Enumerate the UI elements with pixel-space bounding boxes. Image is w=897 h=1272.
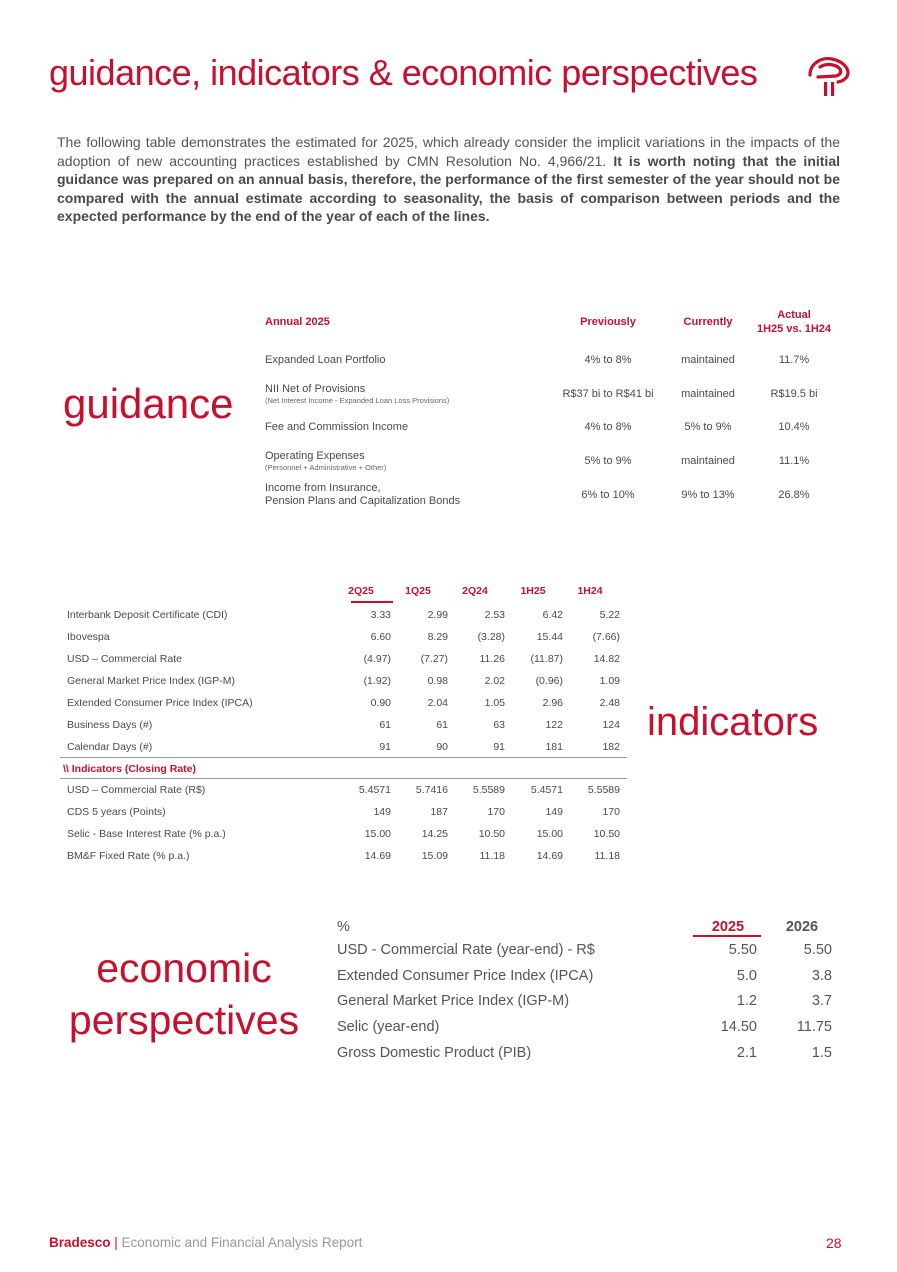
guidance-row-currently: 5% to 9% [684,421,732,433]
econ-row-value: 2.1 [736,1044,757,1061]
indicators-row-value: 170 [602,806,620,818]
indicators-row-value: 63 [493,719,505,731]
econ-row-value: 3.7 [811,993,832,1010]
guidance-row-label: Operating Expenses [265,450,365,462]
indicators-row-value: 0.98 [427,675,448,687]
guidance-row-actual: 10.4% [778,421,810,433]
indicators-row-value: 14.69 [536,850,563,862]
guidance-row [265,417,845,437]
econ-row [337,1040,837,1066]
guidance-row-previously: 4% to 8% [584,354,632,366]
indicators-row-value: 2.04 [427,697,448,709]
indicators-row-label: Calendar Days (#) [67,741,153,753]
guidance-row-actual: R$19.5 bi [770,388,818,400]
guidance-row-currently: maintained [681,455,735,467]
indicators-row [60,692,627,714]
indicators-row-value: (3.28) [477,631,505,643]
section-title-econ-line2: perspectives [68,997,300,1043]
guidance-row-currently: maintained [681,388,735,400]
indicators-row-value: 170 [487,806,505,818]
indicators-row [60,604,627,626]
indicators-row-value: 10.50 [593,828,620,840]
indicators-row-value: 149 [545,806,563,818]
indicators-row-value: 5.5589 [587,784,620,796]
indicators-row-value: 187 [430,806,448,818]
indicators-row-value: 5.22 [599,609,620,621]
econ-row [337,1014,837,1040]
guidance-row [265,481,845,509]
econ-row [337,937,837,963]
section-title-indicators: indicators [647,700,819,744]
indicators-row-label: BM&F Fixed Rate (% p.a.) [67,850,190,862]
indicators-row-value: (1.92) [363,675,391,687]
guidance-row-actual: 11.1% [778,455,810,467]
footer-separator: | [110,1235,122,1250]
indicators-row-value: 5.4571 [530,784,563,796]
indicators-row-value: 124 [602,719,620,731]
indicators-row-value: 5.5589 [472,784,505,796]
indicators-section-title-label: \\ Indicators (Closing Rate) [63,762,197,775]
guidance-row-label-block [265,383,545,405]
guidance-header-actual-line1: Actual [777,309,811,321]
indicators-row [60,823,627,845]
indicators-row [60,714,627,736]
indicators-row [60,779,627,801]
guidance-row [265,448,845,474]
indicators-row-value: 3.33 [370,609,391,621]
indicators-row-value: (4.97) [363,653,391,665]
econ-row-value: 14.50 [720,1019,757,1036]
indicators-row-label: Selic - Base Interest Rate (% p.a.) [67,828,226,840]
guidance-row-currently: 9% to 13% [681,489,735,501]
indicators-row-value: 15.00 [364,828,391,840]
indicators-row-label: USD – Commercial Rate (R$) [67,784,206,796]
footer [49,1235,362,1250]
indicators-row-value: 181 [545,741,563,753]
intro-bold-text: It is worth noting that the initial guidance was prepared on an annual basis, therefore, the performance of the first semester of the year should not be compared with the annual estimate according to seasonality, the basis of comparison between periods and the expected performance by the end of the year of each of the lines. [57,152,840,225]
indicators-row-value: 11.18 [594,850,620,862]
indicators-row-value: 5.4571 [358,784,391,796]
page-title: guidance, indicators & economic perspectives [49,52,758,93]
guidance-row-previously: R$37 bi to R$41 bi [562,388,654,400]
econ-row-label: Gross Domestic Product (PIB) [337,1044,532,1061]
section-title-economic-perspectives [58,942,310,1046]
footer-report-name: Economic and Financial Analysis Report [121,1235,363,1250]
guidance-row-previously: 5% to 9% [584,455,632,467]
guidance-row [265,381,845,407]
indicators-row [60,736,627,758]
guidance-row-actual: 11.7% [778,354,810,366]
indicators-row-value: 6.60 [370,631,391,643]
guidance-row-sublabel: (Net Interest Income - Expanded Loan Loss Provisions) [265,396,450,405]
bradesco-logo-icon [804,55,852,99]
indicators-row-value: 1.05 [484,697,505,709]
guidance-header-row [265,304,845,340]
econ-row-label: Extended Consumer Price Index (IPCA) [337,967,594,984]
indicators-row-value: 61 [379,719,391,731]
econ-header-2026: 2026 [785,919,819,935]
econ-row-value: 3.8 [811,967,832,984]
econ-row-value: 1.5 [811,1044,832,1061]
indicators-row [60,626,627,648]
intro-normal-text: The following table demonstrates the estimated for 2025, which already consider the implicit variations in the impacts of the adoption of new accounting practices established by CMN Resolution No. 4,966/21. [57,134,840,169]
section-title-econ-line1: economic [96,945,272,991]
guidance-row-currently: maintained [681,354,735,366]
guidance-row-label: NII Net of Provisions [265,383,366,395]
guidance-row-label: Expanded Loan Portfolio [265,353,386,366]
indicators-row-value: 11.26 [479,653,505,665]
indicators-row-value: 14.82 [593,653,620,665]
indicators-row-value: 91 [379,741,391,753]
indicators-row-value: 2.53 [484,609,505,621]
indicators-row-value: 61 [436,719,448,731]
econ-row-value: 11.75 [796,1019,832,1036]
indicators-row-value: 14.25 [421,828,448,840]
indicators-row [60,845,627,867]
indicators-header-2q24: 2Q24 [462,585,488,597]
indicators-row [60,670,627,692]
indicators-row-value: 5.7416 [415,784,448,796]
indicators-row-value: 15.44 [536,631,563,643]
indicators-row-label: General Market Price Index (IGP-M) [67,675,236,687]
indicators-row [60,648,627,670]
guidance-row-actual: 26.8% [778,489,810,501]
indicators-row [60,801,627,823]
indicators-row-value: 182 [602,741,620,753]
guidance-header-annual: Annual 2025 [265,315,330,328]
guidance-header-previously: Previously [580,316,636,328]
econ-row-label: Selic (year-end) [337,1019,440,1036]
indicators-row-value: 122 [545,719,563,731]
indicators-row-label: USD – Commercial Rate [67,653,182,665]
guidance-header-actual [748,308,840,336]
guidance-header-currently: Currently [683,316,733,328]
econ-header-2025: 2025 [711,919,745,935]
indicators-row-value: 2.48 [599,697,620,709]
econ-row-value: 5.0 [736,967,757,984]
guidance-header-actual-line2: 1H25 vs. 1H24 [757,323,831,335]
indicators-row-label: CDS 5 years (Points) [67,806,166,818]
indicators-row-value: 11.18 [479,850,505,862]
indicators-row-value: (7.66) [592,631,620,643]
econ-row [337,988,837,1014]
indicators-row-value: 2.02 [484,675,505,687]
indicators-row-value: 15.09 [421,850,448,862]
guidance-row-label-block [265,450,545,472]
section-title-guidance: guidance [63,380,234,427]
econ-row-value: 5.50 [803,942,832,958]
indicators-row-label: Interbank Deposit Certificate (CDI) [67,609,228,621]
indicators-row-value: 10.50 [478,828,505,840]
indicators-header-1h25: 1H25 [520,585,546,597]
indicators-row-value: 2.96 [542,697,563,709]
indicators-row-value: (7.27) [420,653,448,665]
indicators-row-value: 14.69 [364,850,391,862]
econ-row-value: 5.50 [728,942,757,958]
guidance-row-label: Income from Insurance, [265,482,381,494]
indicators-row-label: Ibovespa [67,631,110,643]
indicators-header-1q25: 1Q25 [405,585,431,597]
guidance-row-sublabel: (Personnel + Administrative + Other) [265,463,387,472]
indicators-row-value: 2.99 [427,609,448,621]
indicators-header-row [60,580,627,602]
indicators-row-label: Extended Consumer Price Index (IPCA) [67,697,253,709]
footer-brand: Bradesco [49,1235,111,1250]
indicators-row-value: 0.90 [370,697,391,709]
indicators-row-value: 90 [436,741,448,753]
indicators-row-value: 91 [493,741,505,753]
indicators-row-label: Business Days (#) [67,719,153,731]
guidance-row-label-block [265,482,545,508]
econ-row-label: USD - Commercial Rate (year-end) - R$ [337,942,595,958]
econ-row-label: General Market Price Index (IGP-M) [337,993,570,1010]
highlight-underline [351,601,393,603]
econ-row [337,963,837,989]
intro-paragraph [57,133,840,226]
indicators-row-value: 15.00 [536,828,563,840]
indicators-row-value: (0.96) [535,675,563,687]
guidance-row-previously: 4% to 8% [584,421,632,433]
indicators-header-2q25: 2Q25 [348,585,374,597]
page-number: 28 [826,1235,842,1251]
indicators-row-value: 6.42 [542,609,563,621]
indicators-section-title [60,758,627,779]
guidance-row-label: Fee and Commission Income [265,420,409,433]
indicators-row-value: 1.09 [599,675,620,687]
indicators-row-value: 149 [373,806,391,818]
indicators-header-1h24: 1H24 [577,585,603,597]
econ-row-value: 1.2 [736,993,757,1010]
guidance-row-previously: 6% to 10% [581,489,635,501]
econ-header-percent: % [337,919,350,935]
guidance-row-label-line2: Pension Plans and Capitalization Bonds [265,495,461,507]
guidance-row [265,350,845,370]
indicators-row-value: (11.87) [530,653,563,665]
indicators-row-value: 8.29 [427,631,448,643]
